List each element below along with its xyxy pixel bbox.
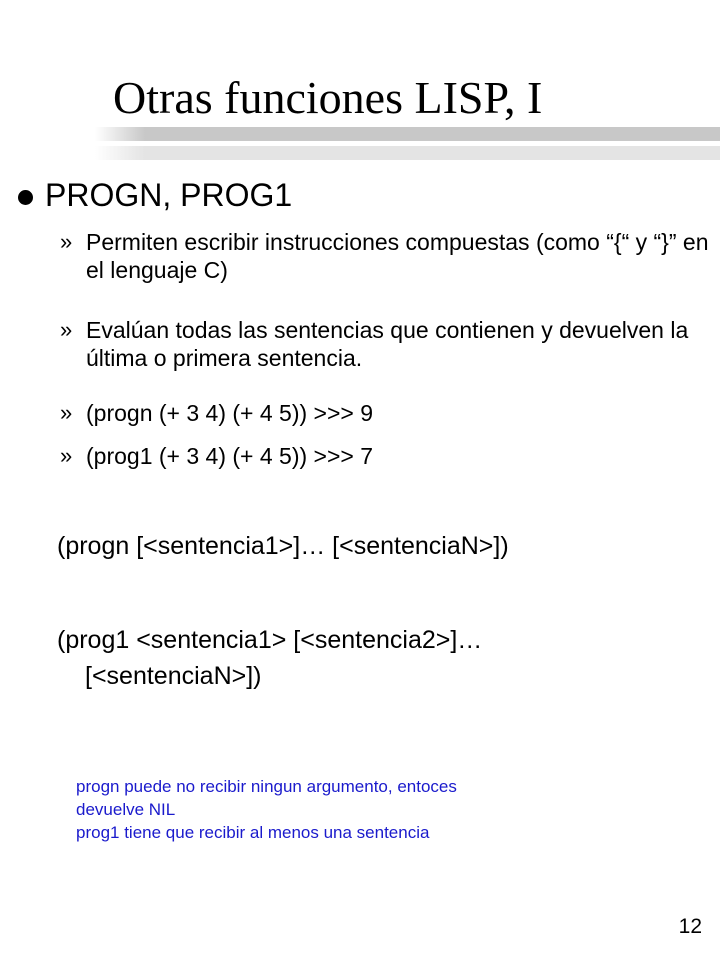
- list-marker: »: [60, 400, 73, 425]
- list-item-text: (progn (+ 3 4) (+ 4 5)) >>> 9: [86, 400, 374, 426]
- list-item-text: Evalúan todas las sentencias que contienen y devuelven la última o primera sentencia.: [86, 317, 689, 371]
- prog1-syntax-line: (prog1 <sentencia1> [<sentencia2>]…: [57, 626, 483, 654]
- list-item-text: Permiten escribir instrucciones compuestas (como “{“ y “}” en el lenguaje C): [86, 229, 709, 283]
- note-line: devuelve NIL: [76, 800, 176, 819]
- list-item-text: (prog1 (+ 3 4) (+ 4 5)) >>> 7: [86, 443, 374, 469]
- blue-note: [76, 775, 676, 844]
- bullet-icon: [18, 190, 33, 205]
- list-marker: »: [60, 229, 73, 254]
- section-heading: PROGN, PROG1: [45, 177, 293, 213]
- list-marker: »: [60, 317, 73, 342]
- note-line: prog1 tiene que recibir al menos una sentencia: [76, 823, 430, 842]
- list-marker: »: [60, 443, 73, 468]
- prog1-syntax-line: [<sentenciaN>]): [85, 662, 262, 690]
- progn-syntax: (progn [<sentencia1>]… [<sentenciaN>]): [57, 532, 509, 560]
- note-line: progn puede no recibir ningun argumento, entoces: [76, 777, 457, 796]
- slide-title: Otras funciones LISP, I: [113, 72, 543, 123]
- prog1-syntax: [57, 622, 707, 694]
- title-underline-bar-light: [95, 146, 720, 160]
- title-underline-bar: [95, 127, 720, 141]
- page-number: 12: [678, 915, 702, 938]
